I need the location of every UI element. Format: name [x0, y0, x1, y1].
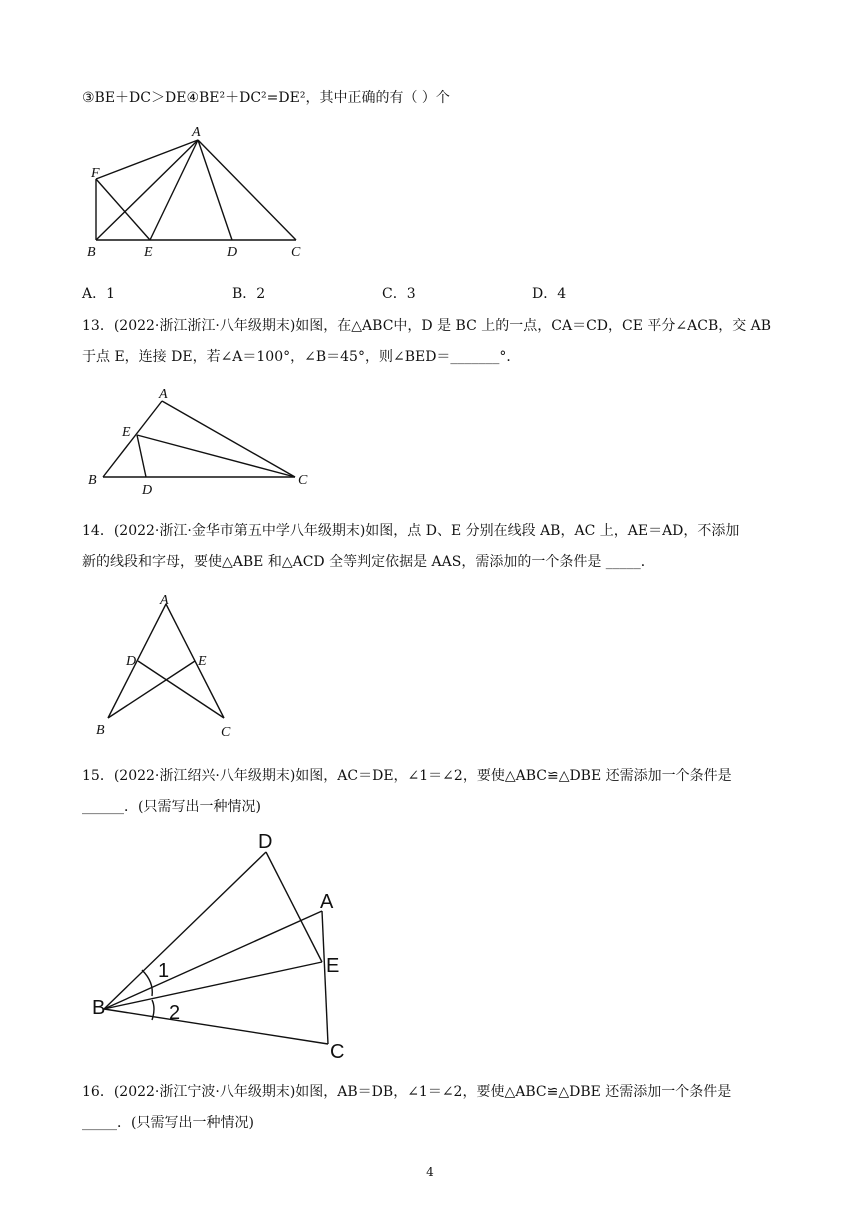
q13-line1: 13．(2022·浙江浙江·八年级期末)如图，在△ABC中，D 是 BC 上的一点，CA＝CD，CE 平分∠ACB，交 AB — [82, 318, 772, 334]
q12-option-b: B．2 — [232, 286, 266, 302]
q15-line2: ______．(只需写出一种情况) — [82, 799, 261, 815]
q15-label-C: C — [330, 1041, 345, 1063]
q14-figure — [90, 590, 250, 746]
q14-label-C: C — [221, 725, 231, 740]
q12-label-A: A — [192, 125, 201, 140]
q12-option-c: C．3 — [382, 286, 416, 302]
q13-label-A: A — [159, 387, 168, 402]
page-number: 4 — [426, 1165, 434, 1179]
q12-figure — [80, 124, 320, 264]
q14-label-A: A — [160, 593, 169, 608]
q12-label-E: E — [144, 245, 153, 260]
q15-label-D: D — [258, 831, 273, 853]
q12-option-d: D．4 — [532, 286, 567, 302]
q12-option-a: A．1 — [82, 286, 116, 302]
q14-label-B: B — [96, 723, 105, 738]
q15-figure — [86, 826, 366, 1066]
q12-label-B: B — [87, 245, 96, 260]
q15-label-A: A — [320, 891, 334, 913]
q16-line2: _____．(只需写出一种情况) — [82, 1115, 254, 1131]
q14-line1: 14．(2022·浙江·金华市第五中学八年级期末)如图，点 D、E 分别在线段 AB，AC 上，AE＝AD，不添加 — [82, 523, 740, 539]
q15-label-angle2: 2 — [169, 1002, 181, 1024]
q14-label-E: E — [198, 654, 207, 669]
q12-label-C: C — [291, 245, 301, 260]
q16-line1: 16．(2022·浙江宁波·八年级期末)如图，AB＝DB，∠1＝∠2，要使△ABC≌△DBE 还需添加一个条件是 — [82, 1084, 732, 1100]
q13-label-B: B — [88, 473, 97, 488]
q15-line1: 15．(2022·浙江绍兴·八年级期末)如图，AC＝DE，∠1＝∠2，要使△ABC≌△DBE 还需添加一个条件是 — [82, 768, 732, 784]
q15-label-angle1: 1 — [158, 960, 170, 982]
q13-label-C: C — [298, 473, 308, 488]
q15-label-E: E — [326, 955, 340, 977]
q13-line2: 于点 E，连接 DE，若∠A＝100°，∠B＝45°，则∠BED＝_______°． — [82, 349, 521, 365]
q13-label-D: D — [142, 483, 153, 496]
q14-line2: 新的线段和字母，要使△ABE 和△ACD 全等判定依据是 AAS，需添加的一个条件是 _____． — [82, 554, 655, 570]
q12-label-F: F — [91, 166, 100, 181]
q15-label-B: B — [92, 997, 106, 1019]
q14-label-D: D — [126, 654, 137, 669]
q12-label-D: D — [227, 245, 238, 260]
q13-figure — [84, 384, 324, 496]
q13-label-E: E — [122, 425, 131, 440]
q12-stem-tail: ③BE＋DC＞DE④BE²＋DC²=DE²，其中正确的有（ ）个 — [82, 90, 450, 106]
